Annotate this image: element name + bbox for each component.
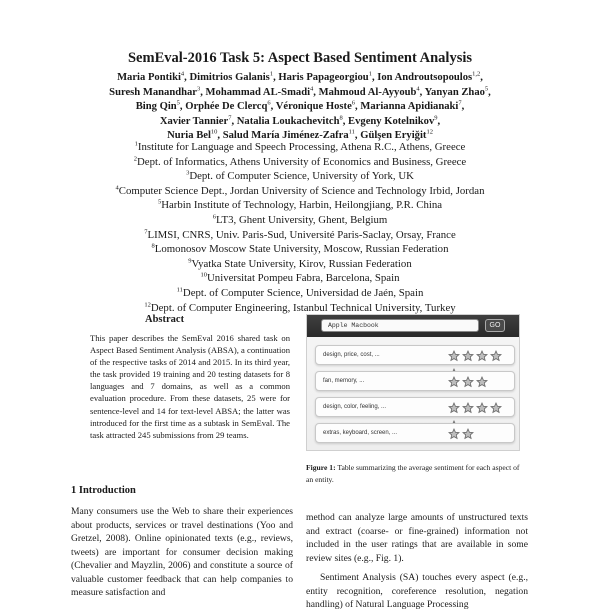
author-affiliation-marker: 5 [176, 99, 180, 107]
author-name: Nuria Bel [167, 130, 211, 142]
affiliation-marker: 12 [144, 300, 151, 308]
affiliation-marker: 1 [134, 140, 138, 148]
affiliation-marker: 5 [157, 198, 162, 206]
author-affiliation-marker: 4 [180, 70, 185, 78]
star-icon [476, 401, 488, 413]
author-name: Xavier Tannier [159, 115, 229, 127]
author-line: Suresh Manandhar$^3$, Mohammad AL-Smadi$^4$, Mahmoud Al-Ayyoub$^4$, Yanyan Zhao$^5$, [109, 85, 491, 98]
figure-search-box: Apple Macbook [321, 319, 479, 332]
author-name: Haris Papageorgiou [278, 72, 369, 83]
author-affiliation-marker: 9 [434, 114, 438, 122]
author-name: Gülşen Eryiğit [360, 130, 427, 142]
author-affiliation-marker: 8 [339, 114, 343, 122]
star-icon [448, 401, 460, 413]
author-name: Marianna Apidianaki [360, 101, 459, 113]
author-name: Orphée De Clercq [185, 101, 268, 113]
affiliation-line [60, 140, 540, 155]
introduction-text: Many consumers use the Web to share their experiences about products, services or travel destinations (Yoo and Gretzel, 2008). Online opinionated texts (e.g., reviews, tweets) are important for consumer decision making (Chevalier and Mayzlin, 2006) and constitute a source of valuable customer feedback that can help companies to measure satisfaction and [71, 506, 293, 598]
figure-star-rating [448, 375, 490, 388]
figure-caption-text: Table summarizing the average sentiment for each aspect of an entity. [306, 463, 520, 484]
author-name: Véronique Hoste [275, 101, 352, 113]
author-name: Dimitrios Galanis [189, 72, 270, 83]
affiliation-line [60, 213, 540, 228]
figure-star-rating [448, 349, 514, 362]
affiliation-text: Lomonosov Moscow State University, Moscow, Russian Federation [154, 243, 449, 256]
figure-aspect-label: fan, memory, ... [323, 378, 365, 384]
author-name: Natalia Loukachevitch [236, 115, 340, 127]
author-name: Salud María Jiménez-Zafra [222, 130, 349, 142]
right-column-paragraph-1: method can analyze large amounts of unstructured texts and extract (coarse- or fine-grained) information not included in the user ratings that are available in some review sites (e.g., Fig. 1). [306, 512, 528, 564]
figure-aspect-row [315, 345, 515, 365]
star-icon [462, 427, 474, 439]
figure-aspect-row [315, 423, 515, 443]
affiliation-line [60, 228, 540, 243]
author-name: Maria Pontiki [117, 72, 181, 83]
affiliation-text: Harbin Institute of Technology, Harbin, Heilongjiang, P.R. China [161, 199, 443, 212]
affiliation-line [60, 169, 540, 184]
figure-go-button: GO [485, 319, 505, 332]
affiliation-text: Computer Science Dept., Jordan University of Science and Technology Irbid, Jordan [118, 184, 485, 197]
author-name: Mohammad AL-Smadi [205, 86, 311, 98]
affiliation-line [60, 286, 540, 301]
affiliation-text: Dept. of Computer Engineering, Istanbul Technical University, Turkey [150, 301, 456, 314]
affiliation-marker: 10 [200, 271, 207, 279]
affiliation-marker: 7 [144, 227, 148, 235]
figure-aspect-label: extras, keyboard, screen, ... [323, 430, 398, 436]
affiliation-text: Dept. of Computer Science, University of York, UK [189, 170, 414, 183]
star-icon [448, 427, 460, 439]
author-affiliation-marker: 1 [269, 70, 274, 78]
author-affiliation-marker: 3 [197, 85, 201, 93]
figure-aspect-label: design, color, feeling, ... [323, 404, 387, 410]
author-affiliation-marker: 7 [458, 99, 462, 107]
author-affiliation-marker: 6 [267, 99, 271, 107]
star-icon [462, 349, 474, 361]
figure-aspect-row [315, 397, 515, 417]
author-affiliation-marker: 1,2 [472, 70, 481, 78]
author-name: Mahmoud Al-Ayyoub [318, 86, 417, 98]
affiliation-line [60, 257, 540, 272]
star-icon [490, 349, 502, 361]
author-affiliation-marker: 10 [210, 128, 218, 136]
affiliation-text: Institute for Language and Speech Processing, Athena R.C., Athens, Greece [137, 141, 466, 153]
star-icon [476, 375, 488, 387]
author-affiliation-marker: 7 [228, 114, 232, 122]
author-name: Suresh Manandhar [109, 86, 197, 98]
affiliation-list [60, 140, 540, 315]
right-column-paragraph-2: Sentiment Analysis (SA) touches every aspect (e.g., entity recognition, coreference resolution, negation handling) of Natural Language Processing [306, 572, 528, 610]
author-affiliation-marker: 6 [351, 99, 356, 107]
affiliation-marker: 11 [176, 286, 183, 294]
affiliation-line [60, 301, 540, 316]
affiliation-text: Dept. of Computer Science, Universidad de Jaén, Spain [182, 286, 424, 299]
author-name: Bing Qin [135, 101, 177, 113]
author-name: Evgeny Kotelnikov [348, 115, 435, 127]
author-line: Bing Qin$^5$, Orphée De Clercq$^6$, Véronique Hoste$^6$, Marianna Apidianaki$^7$, [135, 99, 465, 113]
affiliation-line [60, 198, 540, 213]
affiliation-line [60, 242, 540, 257]
figure-aspect-row [315, 371, 515, 391]
affiliation-marker: 3 [186, 169, 190, 177]
author-line: Maria Pontiki$^4$, Dimitrios Galanis$^1$, Haris Papageorgiou$^1$, Ion Androutsopoulos$^{1,2}$, [117, 70, 483, 83]
author-name: Ion Androutsopoulos [377, 72, 473, 83]
abstract-text: This paper describes the SemEval 2016 shared task on Aspect Based Sentiment Analysis (ABSA), a continuation of the respective tasks of 2014 and 2015. In its third year, the task provided 19 training and 20 testing datasets for 8 languages and 7 domains, as well as a common evaluation procedure. From these datasets, 25 were for sentence-level and 14 for text-level ABSA; the latter was introduced for the first time as a subtask in SemEval. The task attracted 245 submissions from 29 teams. [90, 333, 290, 440]
author-affiliation-marker: 4 [416, 85, 420, 93]
affiliation-line [60, 271, 540, 286]
figure-1 [306, 314, 520, 451]
figure-star-rating [448, 401, 514, 414]
author-affiliation-marker: 11 [348, 128, 355, 136]
figure-star-rating [448, 427, 476, 440]
star-icon [462, 401, 474, 413]
figure-aspect-label: design, price, cost, ... [323, 352, 380, 358]
star-icon [476, 349, 488, 361]
author-list [60, 71, 540, 144]
author-affiliation-marker: 5 [484, 85, 489, 93]
author-name: Yanyan Zhao [424, 86, 485, 98]
figure-caption-label: Figure 1: [306, 463, 336, 472]
affiliation-marker: 6 [212, 213, 216, 221]
affiliation-marker: 4 [115, 184, 119, 192]
star-icon [462, 375, 474, 387]
section-heading-introduction: 1 Introduction [71, 485, 136, 496]
figure-top-bar [307, 315, 519, 337]
affiliation-text: Universitat Pompeu Fabra, Barcelona, Spain [207, 272, 400, 285]
author-line: Nuria Bel$^{10}$, Salud María Jiménez-Zafra$^{11}$, Gülşen Eryiğit$^{12}$ [167, 128, 433, 142]
author-affiliation-marker: 12 [426, 128, 433, 136]
affiliation-line [60, 184, 540, 199]
affiliation-marker: 8 [151, 242, 155, 250]
affiliation-text: Dept. of Informatics, Athens University of Economics and Business, Greece [137, 155, 467, 168]
author-line: Xavier Tannier$^7$, Natalia Loukachevitch$^8$, Evgeny Kotelnikov$^9$, [159, 114, 441, 127]
star-icon [448, 349, 460, 361]
affiliation-marker: 9 [188, 257, 192, 265]
affiliation-marker: 2 [133, 155, 137, 162]
affiliation-text: LT3, Ghent University, Ghent, Belgium [215, 213, 388, 226]
figure-caption [306, 462, 528, 486]
star-icon [490, 401, 502, 413]
author-affiliation-marker: 1 [368, 70, 372, 78]
author-affiliation-marker: 4 [310, 85, 314, 93]
affiliation-text: Vyatka State University, Kirov, Russian Federation [191, 257, 412, 270]
star-icon [448, 375, 460, 387]
affiliation-text: LIMSI, CNRS, Univ. Paris-Sud, Université Paris-Saclay, Orsay, France [147, 228, 456, 241]
paper-title: SemEval-2016 Task 5: Aspect Based Sentiment Analysis [127, 50, 473, 66]
affiliation-line [60, 155, 540, 170]
abstract-heading: Abstract [145, 314, 185, 325]
right-column-text [306, 511, 528, 612]
